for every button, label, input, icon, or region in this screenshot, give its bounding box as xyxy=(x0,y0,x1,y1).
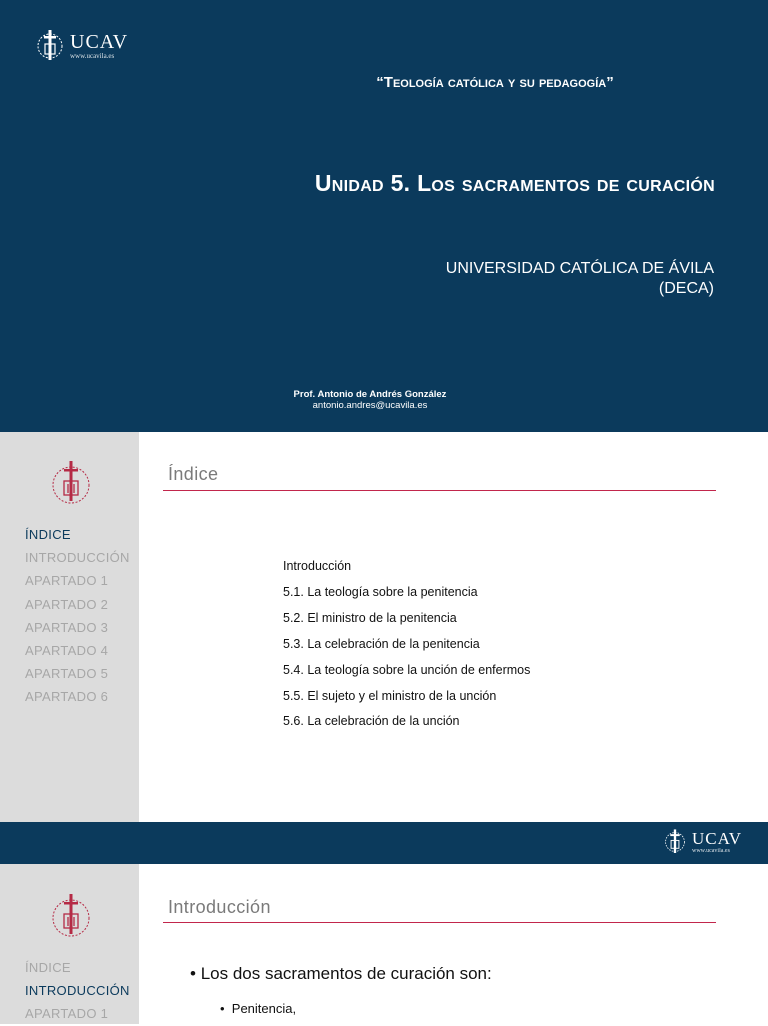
nav-item-apartado-5[interactable]: APARTADO 5 xyxy=(25,666,109,682)
toc-item[interactable]: 5.4. La teología sobre la unción de enfermos xyxy=(283,662,531,677)
section-title: Índice xyxy=(168,464,219,484)
sidebar xyxy=(0,432,139,822)
university-seal-icon xyxy=(49,459,93,507)
university-seal-icon xyxy=(49,892,93,940)
toc-item[interactable]: 5.1. La teología sobre la penitencia xyxy=(283,584,478,599)
bullet-main: • Los dos sacramentos de curación son: xyxy=(190,964,492,983)
nav-item-indice[interactable]: ÍNDICE xyxy=(25,960,71,975)
sidebar xyxy=(0,864,139,1024)
bullet-sub-text: Penitencia, xyxy=(231,1001,297,1016)
brand-url: www.ucavila.es xyxy=(70,52,115,60)
toc-item[interactable]: 5.2. El ministro de la penitencia xyxy=(283,610,457,625)
toc-item[interactable]: Introducción xyxy=(283,559,352,573)
university-name xyxy=(446,259,714,299)
nav-item-apartado-2[interactable]: APARTADO 2 xyxy=(25,596,109,612)
nav-item-introduccion[interactable]: INTRODUCCIÓN xyxy=(25,983,130,999)
professor-name: Prof. Antonio de Andrés González xyxy=(293,389,447,400)
nav-item-apartado-1[interactable]: APARTADO 1 xyxy=(25,573,109,589)
brand-name: UCAV xyxy=(70,31,129,53)
introduction-slide xyxy=(0,864,768,1024)
sidebar-nav xyxy=(25,523,130,709)
nav-item-indice[interactable]: ÍNDICE xyxy=(25,527,71,542)
nav-item-apartado-1[interactable]: APARTADO 1 xyxy=(25,1006,109,1022)
sidebar-nav xyxy=(25,956,130,1026)
professor-block xyxy=(270,389,470,411)
crest-icon xyxy=(664,826,686,858)
toc-item[interactable]: 5.6. La celebración de la unción xyxy=(283,714,460,729)
crest-icon xyxy=(36,28,64,64)
index-slide xyxy=(0,432,768,822)
header-banner xyxy=(0,822,768,864)
ucav-logo-small xyxy=(664,826,742,858)
course-title: “Teología católica y su pedagogía” xyxy=(376,74,614,91)
bullet-sub: • Penitencia, xyxy=(220,1001,297,1016)
title-slide xyxy=(0,0,768,432)
university-line-1: UNIVERSIDAD CATÓLICA DE ÁVILA xyxy=(445,260,714,277)
toc-item[interactable]: 5.3. La celebración de la penitencia xyxy=(283,636,480,651)
university-line-2: (DECA) xyxy=(658,280,714,297)
brand-url: www.ucavila.es xyxy=(692,848,730,854)
nav-item-introduccion[interactable]: INTRODUCCIÓN xyxy=(25,550,130,566)
table-of-contents xyxy=(283,554,530,735)
title-divider xyxy=(163,922,716,923)
bullet-main-text: Los dos sacramentos de curación son: xyxy=(200,964,492,983)
nav-item-apartado-3[interactable]: APARTADO 3 xyxy=(25,619,109,635)
ucav-logo xyxy=(36,28,128,64)
unit-title: Unidad 5. Los sacramentos de curación xyxy=(314,170,715,196)
title-divider xyxy=(163,490,716,491)
brand-name: UCAV xyxy=(692,829,742,848)
nav-item-apartado-6[interactable]: APARTADO 6 xyxy=(25,689,109,705)
nav-item-apartado-4[interactable]: APARTADO 4 xyxy=(25,643,109,659)
section-title: Introducción xyxy=(168,897,271,917)
professor-email: antonio.andres@ucavila.es xyxy=(312,400,428,411)
toc-item[interactable]: 5.5. El sujeto y el ministro de la unción xyxy=(283,688,497,703)
